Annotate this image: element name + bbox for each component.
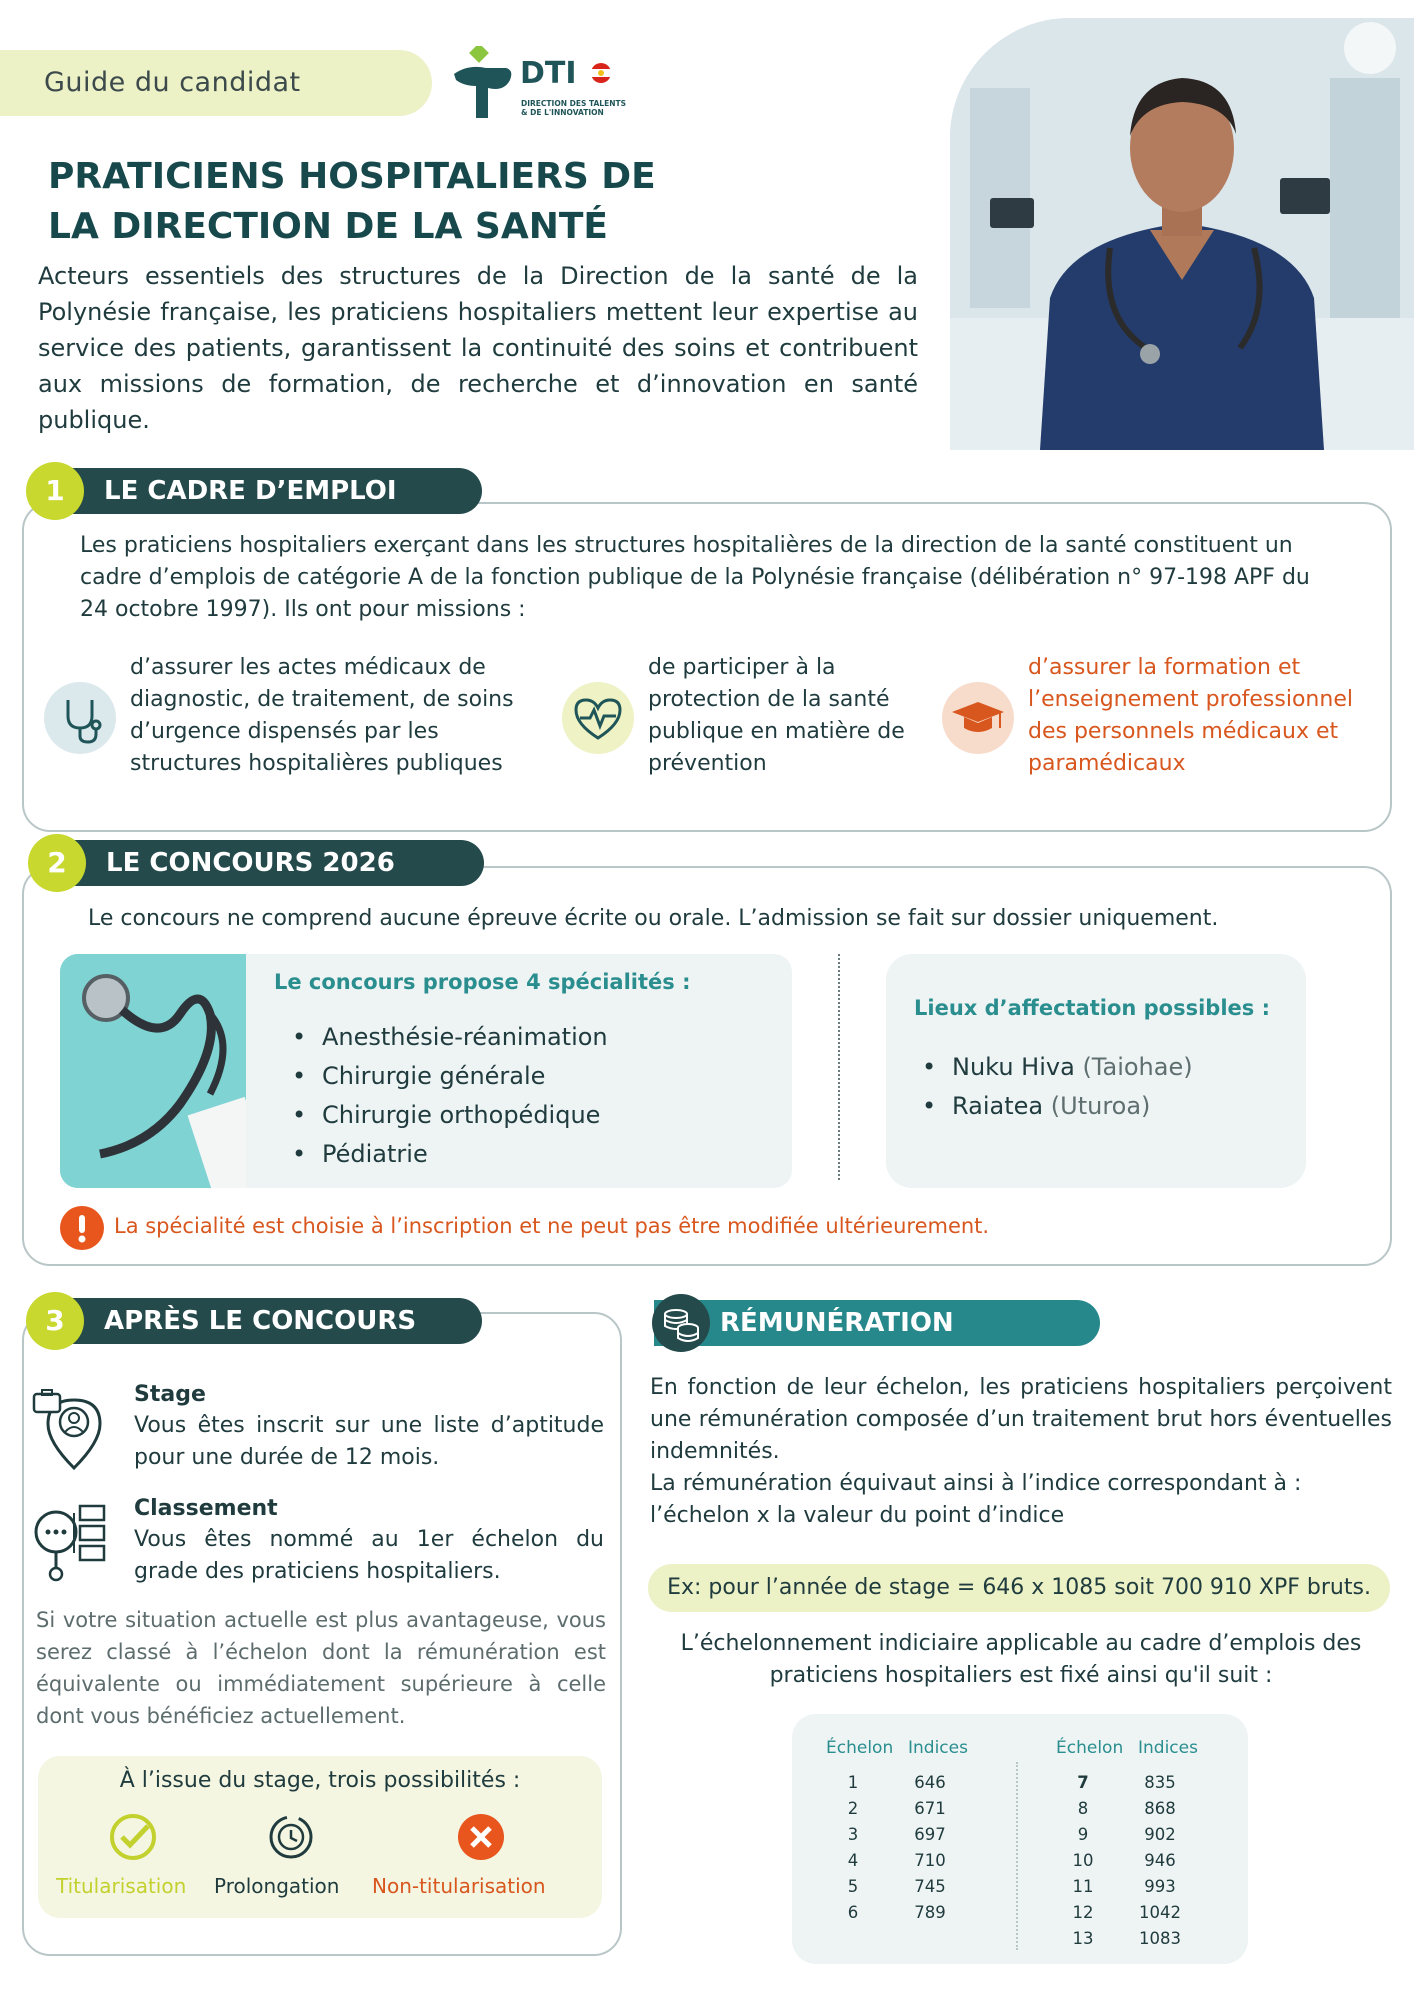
- indice-value: 1083: [1139, 1929, 1181, 1948]
- echelon-value: 3: [847, 1825, 859, 1844]
- possibilites-title: À l’issue du stage, trois possibilités :: [119, 1768, 521, 1793]
- page-title-line2: LA DIRECTION DE LA SANTÉ: [48, 206, 608, 247]
- list-item: • Chirurgie orthopédique: [292, 1096, 608, 1135]
- logo-subtitle-line2: & DE L'INNOVATION: [521, 108, 604, 117]
- echelon-value: 11: [1072, 1877, 1094, 1896]
- lieux-list: [922, 1048, 1193, 1126]
- echelon-value: 13: [1072, 1929, 1094, 1948]
- echelon-value: 2: [847, 1799, 859, 1818]
- indice-value: 671: [914, 1799, 946, 1818]
- doctor-photo: [950, 18, 1414, 450]
- indice-value: 868: [1144, 1799, 1176, 1818]
- echelon-value: 1: [847, 1773, 859, 1792]
- coins-icon: [652, 1294, 710, 1352]
- section3-title: APRÈS LE CONCOURS: [56, 1298, 482, 1344]
- lieu-detail: (Uturoa): [1050, 1092, 1151, 1120]
- intro-paragraph: Acteurs essentiels des structures de la Direction de la santé de la Polynésie française, les praticiens hospitaliers mettent leur expertise au service des patients, garantissent la continuité des soins et contribuent aux missions de formation, de recherche et d’innovation en santé publique.: [38, 262, 918, 434]
- mission-3: d’assurer la formation et l’enseignement professionnel des personnels médicaux et paramédicaux: [1028, 655, 1353, 776]
- table-row: [838, 1848, 958, 1874]
- echelon-value: 5: [847, 1877, 859, 1896]
- echelon-value: 10: [1072, 1851, 1094, 1870]
- table-row: [838, 1822, 958, 1848]
- example-pill: Ex: pour l’année de stage = 646 x 1085 soit 700 910 XPF bruts.: [648, 1564, 1390, 1612]
- possibilite-prolongation: Prolongation: [214, 1874, 340, 1898]
- stage-icon: [32, 1386, 114, 1472]
- page-title: [48, 152, 656, 252]
- indice-value: 902: [1144, 1825, 1176, 1844]
- echelon-value: 6: [847, 1903, 859, 1922]
- graduation-cap-icon: [942, 682, 1014, 754]
- lieu-detail: (Taiohae): [1082, 1053, 1193, 1081]
- echelon-value: 8: [1077, 1799, 1089, 1818]
- list-item: [922, 1087, 1193, 1126]
- logo-subtitle: [521, 99, 626, 117]
- table-header-indices-right: Indices: [1138, 1738, 1198, 1758]
- alert-icon: [60, 1206, 104, 1250]
- indice-value: 1042: [1139, 1903, 1181, 1922]
- doctor-illustration-icon: [950, 18, 1414, 450]
- table-row: [838, 1770, 958, 1796]
- table-row: [1068, 1770, 1188, 1796]
- echelon-value: 9: [1077, 1825, 1089, 1844]
- specialites-list: [292, 1018, 608, 1174]
- echelon-value: 12: [1072, 1903, 1094, 1922]
- mission-1: d’assurer les actes médicaux de diagnostic, de traitement, de soins d’urgence dispensés par les structures hospitalières publiques: [130, 655, 514, 776]
- heart-pulse-icon: [562, 682, 634, 754]
- list-item: [922, 1048, 1193, 1087]
- lieu-name: Raiatea: [952, 1092, 1044, 1120]
- classement-text: Vous êtes nommé au 1er échelon du grade des praticiens hospitaliers.: [134, 1527, 604, 1584]
- lieu-name: Nuku Hiva: [952, 1053, 1075, 1081]
- possibilites-card: [38, 1756, 602, 1918]
- remuneration-text: [650, 1372, 1392, 1532]
- possibilite-non-titularisation: Non-titularisation: [372, 1874, 546, 1898]
- indice-value: 697: [914, 1825, 946, 1844]
- remuneration-text-1: En fonction de leur échelon, les praticiens hospitaliers perçoivent une rémunération composée d’un traitement brut hors éventuelles indemnités.: [650, 1375, 1392, 1464]
- table-row: [838, 1796, 958, 1822]
- section2-title: LE CONCOURS 2026: [58, 840, 484, 886]
- logo-name: DTI: [520, 56, 577, 91]
- dti-logo-mark-icon: [448, 46, 518, 122]
- mission-2: de participer à la protection de la santé publique en matière de prévention: [648, 655, 905, 776]
- check-circle-icon: [108, 1812, 158, 1862]
- table-header-indices-left: Indices: [908, 1738, 968, 1758]
- section1-title: LE CADRE D’EMPLOI: [56, 468, 482, 514]
- table-divider: [1016, 1762, 1018, 1950]
- section2-intro: Le concours ne comprend aucune épreuve écrite ou orale. L’admission se fait sur dossier uniquement.: [88, 906, 1219, 931]
- table-row: [1068, 1796, 1188, 1822]
- section2-badge: 2: [28, 834, 86, 892]
- dotted-divider: [838, 954, 840, 1180]
- situation-text: Si votre situation actuelle est plus avantageuse, vous serez classé à l’échelon dont la rémunération est équivalente ou immédiatement supérieure à celle dont vous bénéficiez actuellement.: [36, 1608, 606, 1728]
- stage-text: Vous êtes inscrit sur une liste d’aptitude pour une durée de 12 mois.: [134, 1413, 604, 1470]
- list-item: • Pédiatrie: [292, 1135, 608, 1174]
- indice-value: 745: [914, 1877, 946, 1896]
- echelon-table: [792, 1714, 1248, 1964]
- indice-value: 710: [914, 1851, 946, 1870]
- lieux-card: [886, 954, 1306, 1188]
- alert-text: La spécialité est choisie à l’inscription et ne peut pas être modifiée ultérieurement.: [114, 1214, 990, 1238]
- stethoscope-illustration-icon: [60, 954, 246, 1188]
- section3-badge: 3: [26, 1292, 84, 1350]
- table-row: [1068, 1900, 1188, 1926]
- guide-label: Guide du candidat: [44, 67, 301, 98]
- remuneration-title: RÉMUNÉRATION: [654, 1300, 1100, 1346]
- table-header-echelon-right: Échelon: [1056, 1738, 1124, 1758]
- specialites-card: [60, 954, 792, 1188]
- possibilite-titularisation: Titularisation: [56, 1874, 187, 1898]
- logo-subtitle-line1: DIRECTION DES TALENTS: [521, 99, 626, 108]
- stage-title: Stage: [134, 1382, 206, 1407]
- cross-circle-icon: [456, 1812, 506, 1862]
- table-header-echelon-left: Échelon: [826, 1738, 894, 1758]
- table-row: [838, 1900, 958, 1926]
- indice-value: 835: [1144, 1773, 1176, 1792]
- list-item: • Chirurgie générale: [292, 1057, 608, 1096]
- dti-logo: [448, 46, 648, 122]
- echelonnement-text: L’échelonnement indiciaire applicable au cadre d’emplois des praticiens hospitaliers est fixé ainsi qu'il suit :: [680, 1631, 1362, 1688]
- stethoscope-icon: [44, 682, 116, 754]
- table-row: [838, 1874, 958, 1900]
- indice-value: 993: [1144, 1877, 1176, 1896]
- remuneration-text-2: La rémunération équivaut ainsi à l’indice correspondant à : l’échelon x la valeur du point d’indice: [650, 1471, 1302, 1528]
- table-row: [1068, 1848, 1188, 1874]
- section1-text: Les praticiens hospitaliers exerçant dans les structures hospitalières de la direction de la santé constituent un cadre d’emplois de catégorie A de la fonction publique de la Polynésie française (délibération n° 97-198 APF du 24 octobre 1997). Ils ont pour missions :: [80, 533, 1310, 622]
- echelon-value: 7: [1077, 1773, 1089, 1792]
- indice-value: 789: [914, 1903, 946, 1922]
- table-row: [1068, 1926, 1188, 1952]
- indice-value: 646: [914, 1773, 946, 1792]
- classement-title: Classement: [134, 1496, 278, 1521]
- table-row: [1068, 1874, 1188, 1900]
- polynesia-flag-icon: [590, 62, 612, 84]
- table-row: [1068, 1822, 1188, 1848]
- specialites-title: Le concours propose 4 spécialités :: [274, 970, 691, 994]
- section1-badge: 1: [26, 462, 84, 520]
- guide-pill: [0, 50, 432, 116]
- stethoscope-photo: [60, 954, 246, 1188]
- echelon-value: 4: [847, 1851, 859, 1870]
- indice-value: 946: [1144, 1851, 1176, 1870]
- list-item: • Anesthésie-réanimation: [292, 1018, 608, 1057]
- lieux-title: Lieux d’affectation possibles :: [914, 996, 1270, 1020]
- classement-icon: [30, 1498, 112, 1584]
- clock-icon: [266, 1812, 316, 1862]
- page-title-line1: PRATICIENS HOSPITALIERS DE: [48, 156, 656, 197]
